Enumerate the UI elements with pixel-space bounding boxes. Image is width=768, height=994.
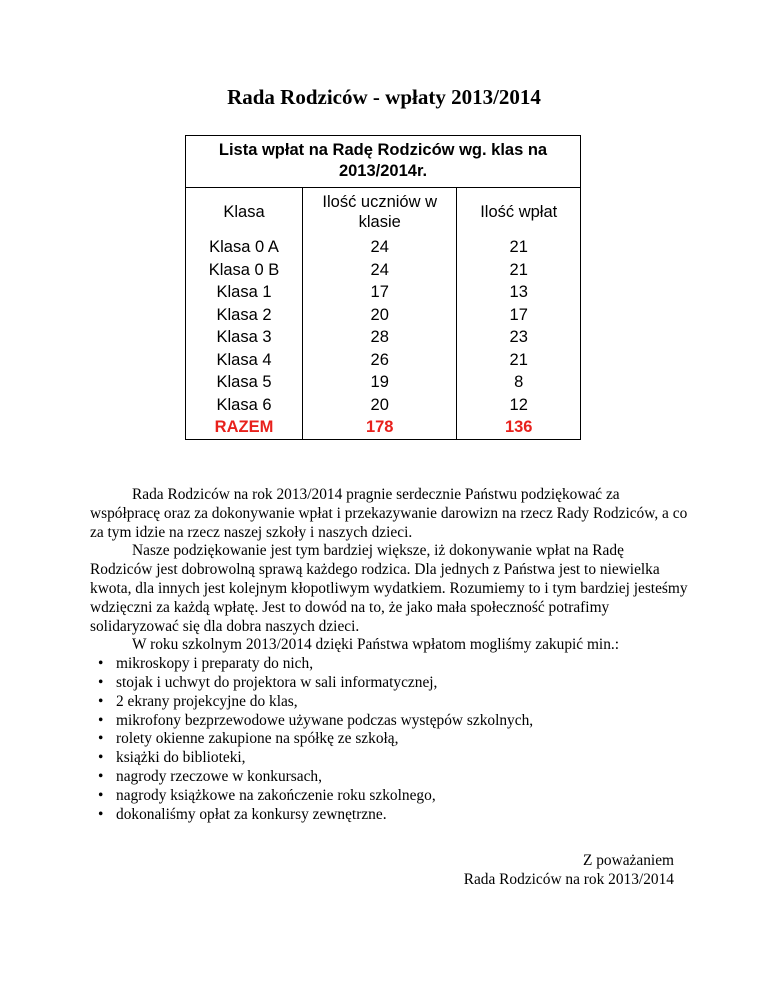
signer-name: Rada Rodziców na rok 2013/2014	[463, 871, 674, 888]
list-item-text: mikrofony bezprzewodowe używane podczas występów szkolnych,	[116, 711, 534, 729]
paragraph: W roku szkolnym 2013/2014 dzięki Państwa wpłatom mogliśmy zakupić min.:	[132, 636, 620, 654]
column-header-payments: Ilość wpłat	[457, 188, 581, 237]
paragraph: Rada Rodziców na rok 2013/2014 pragnie serdecznie Państwu podziękować za współpracę oraz za dokonywanie wpłat i przekazywanie darowizn na rzecz Rady Rodziców, a co za tym idzie na rzecz naszej szkoły i naszych dzieci.	[90, 486, 688, 541]
students-cell: 19	[303, 371, 457, 394]
table-row	[186, 326, 581, 349]
column-header-students: Ilość uczniów w klasie	[303, 188, 457, 237]
bullet-icon: •	[98, 786, 104, 804]
students-cell: 24	[303, 259, 457, 282]
class-cell: Klasa 5	[186, 371, 303, 394]
total-label: RAZEM	[186, 416, 303, 439]
list-item-text: 2 ekrany projekcyjne do klas,	[116, 692, 298, 710]
total-payments: 136	[457, 416, 581, 439]
list-item	[90, 655, 690, 674]
table-row	[186, 236, 581, 259]
list-item	[90, 806, 690, 825]
signature-block	[464, 851, 674, 889]
payments-cell: 21	[457, 236, 581, 259]
table-caption: Lista wpłat na Radę Rodziców wg. klas na 2013/2014r.	[186, 136, 581, 188]
list-item-text: nagrody książkowe na zakończenie roku szkolnego,	[116, 786, 436, 804]
list-item	[90, 693, 690, 712]
students-cell: 26	[303, 349, 457, 372]
class-cell: Klasa 3	[186, 326, 303, 349]
paragraph: Nasze podziękowanie jest tym bardziej większe, iż dokonywanie wpłat na Radę Rodziców jest dobrowolną sprawą każdego rodzica. Dla jednych z Państwa jest to niewielka kwota, dla innych jest kolejnym kłopotliwym wydatkiem. Rozumiemy to i tym bardziej jesteśmy wdzięczni za każdą wpłatę. Jest to dowód na to, że jako mała społeczność potrafimy solidaryzować się dla dobra naszych dzieci.	[90, 542, 688, 635]
students-cell: 20	[303, 304, 457, 327]
table-row	[186, 371, 581, 394]
class-cell: Klasa 0 A	[186, 236, 303, 259]
bullet-icon: •	[98, 655, 104, 673]
column-header-class: Klasa	[186, 188, 303, 237]
class-cell: Klasa 0 B	[186, 259, 303, 282]
class-cell: Klasa 4	[186, 349, 303, 372]
list-item	[90, 749, 690, 768]
list-item	[90, 712, 690, 731]
bullet-icon: •	[98, 711, 104, 729]
payments-cell: 13	[457, 281, 581, 304]
students-cell: 24	[303, 236, 457, 259]
table-row	[186, 281, 581, 304]
payments-cell: 21	[457, 259, 581, 282]
payments-cell: 21	[457, 349, 581, 372]
bullet-icon: •	[98, 749, 104, 767]
total-row	[186, 416, 581, 439]
document-title: Rada Rodziców - wpłaty 2013/2014	[227, 85, 541, 109]
class-cell: Klasa 1	[186, 281, 303, 304]
list-item-text: mikroskopy i preparaty do nich,	[116, 655, 314, 673]
table-row	[186, 349, 581, 372]
list-item	[90, 787, 690, 806]
table-row	[186, 394, 581, 417]
letter-body	[90, 486, 690, 824]
students-cell: 20	[303, 394, 457, 417]
list-item-text: dokonaliśmy opłat za konkursy zewnętrzne.	[116, 805, 387, 823]
bullet-icon: •	[98, 805, 104, 823]
payments-cell: 12	[457, 394, 581, 417]
payments-cell: 8	[457, 371, 581, 394]
bullet-icon: •	[98, 730, 104, 748]
bullet-icon: •	[98, 767, 104, 785]
list-item	[90, 730, 690, 749]
bullet-icon: •	[98, 673, 104, 691]
total-students: 178	[303, 416, 457, 439]
students-cell: 17	[303, 281, 457, 304]
students-cell: 28	[303, 326, 457, 349]
table-row	[186, 259, 581, 282]
purchases-list	[90, 655, 690, 824]
list-item-text: rolety okienne zakupione na spółkę ze szkołą,	[116, 730, 399, 748]
payments-cell: 23	[457, 326, 581, 349]
list-item	[90, 674, 690, 693]
list-item-text: książki do biblioteki,	[116, 749, 246, 767]
class-cell: Klasa 6	[186, 394, 303, 417]
payments-table	[185, 135, 581, 440]
bullet-icon: •	[98, 692, 104, 710]
table-row	[186, 304, 581, 327]
payments-cell: 17	[457, 304, 581, 327]
list-item-text: nagrody rzeczowe w konkursach,	[116, 767, 322, 785]
list-item-text: stojak i uchwyt do projektora w sali informatycznej,	[116, 673, 438, 691]
class-cell: Klasa 2	[186, 304, 303, 327]
list-item	[90, 768, 690, 787]
closing-text: Z poważaniem	[582, 852, 674, 869]
